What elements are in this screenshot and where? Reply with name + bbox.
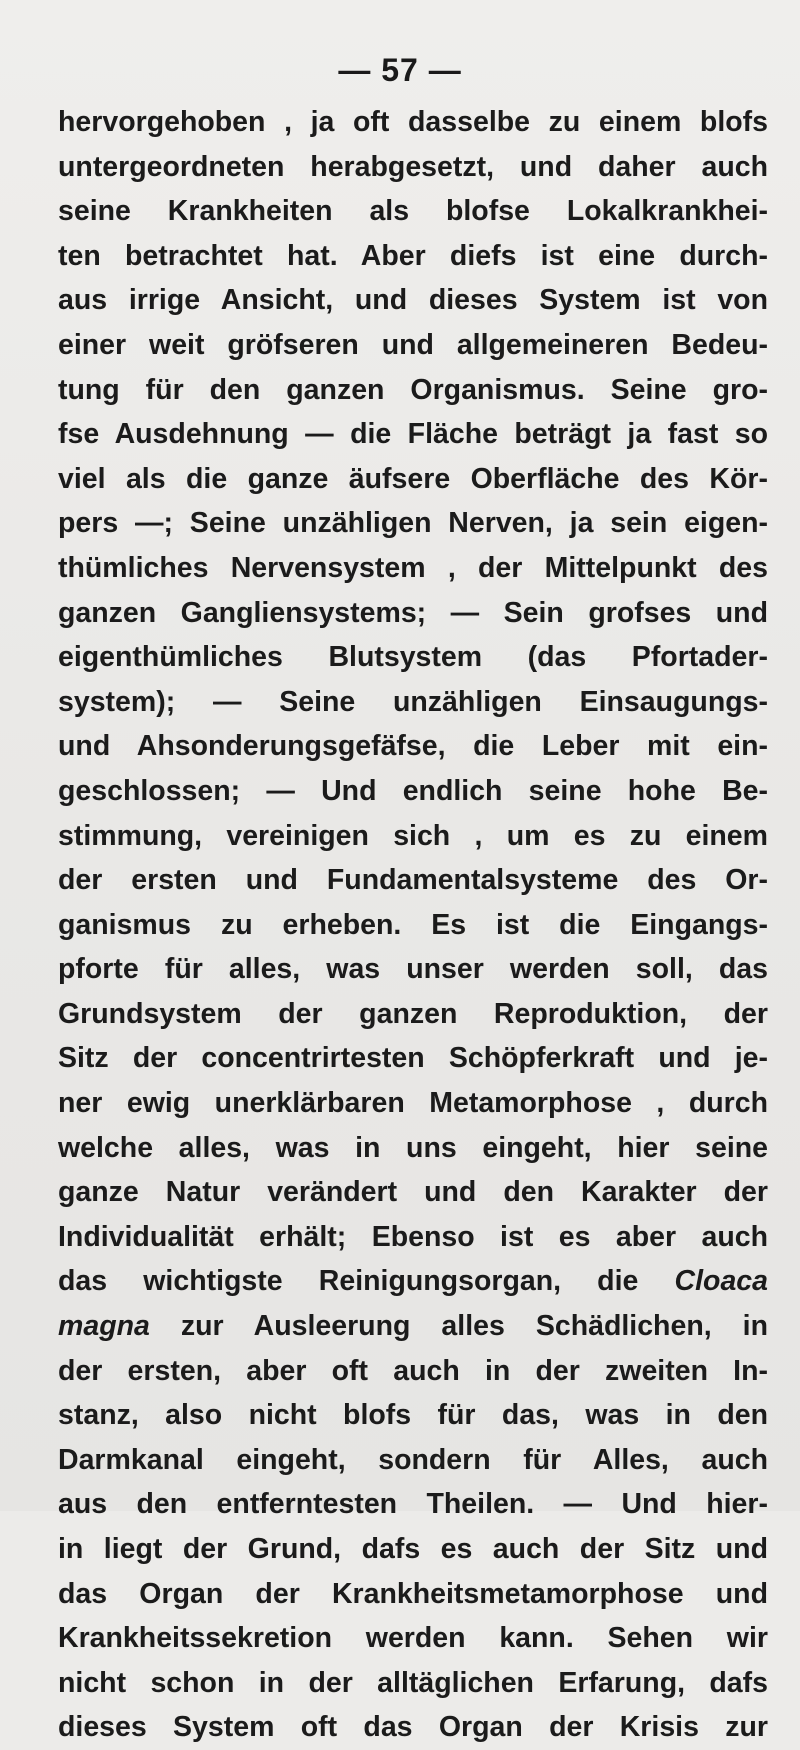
text-segment: stanz, also nicht blofs für das, was in den [58,1399,768,1432]
text-line [58,814,768,859]
text-segment: eigenthümliches Blutsystem (das Pfortader- [58,641,768,674]
text-line [58,546,768,591]
text-segment: Sitz der concentrirtesten Schöpferkraft und je- [58,1042,768,1075]
text-segment: hervorgehoben , ja oft dasselbe zu einem blofs [58,106,768,138]
text-segment: Grundsystem der ganzen Reproduktion, der [58,997,768,1030]
text-line [58,1349,768,1394]
text-line [58,501,768,546]
text-line [58,903,768,948]
text-segment: geschlossen; — Und endlich seine hohe Be- [58,774,768,807]
text-line [58,769,768,814]
text-segment: system); — Seine unzähligen Einsaugungs- [58,685,768,718]
text-segment: tung für den ganzen Organismus. Seine gro- [58,373,768,406]
text-segment: pforte für alles, was unser werden soll, das [58,953,768,986]
text-segment: und Ahsonderungsgefäfse, die Leber mit ein- [58,730,768,763]
text-segment: ganze Natur verändert und den Karakter der [58,1176,768,1209]
text-segment: Individualität erhält; Ebenso ist es aber auch [58,1220,768,1253]
text-line [58,412,768,457]
text-segment: Darmkanal eingeht, sondern für Alles, auch [58,1443,768,1476]
text-segment: ner ewig unerklärbaren Metamorphose , durch [58,1087,768,1120]
text-segment: dieses System oft das Organ der Krisis zur [58,1711,768,1744]
text-segment: zur Ausleerung alles Schädlichen, in [149,1310,768,1343]
text-line [58,1215,768,1260]
text-line [58,1126,768,1171]
text-line [58,1438,768,1483]
text-line [58,234,768,279]
text-line [58,1393,768,1438]
text-segment: einer weit gröfseren und allgemeineren Bedeu- [58,328,768,361]
text-line [58,1081,768,1126]
text-line [58,1661,768,1706]
text-line [58,1705,768,1750]
text-segment: ganismus zu erheben. Es ist die Eingangs- [58,908,768,941]
body-text [58,100,768,1750]
text-line [58,1170,768,1215]
text-line [58,1259,768,1304]
text-line [58,1036,768,1081]
text-line [58,724,768,769]
text-segment: seine Krankheiten als blofse Lokalkrankhei- [58,195,768,228]
text-segment: in liegt der Grund, dafs es auch der Sitz und [58,1533,768,1565]
text-segment: ten betrachtet hat. Aber diefs ist eine durch- [58,239,768,272]
text-line [58,1304,768,1349]
text-line [58,368,768,413]
text-line [58,145,768,190]
text-segment: ganzen Gangliensystems; — Sein grofses und [58,596,768,629]
text-line [58,1616,768,1661]
text-segment: das wichtigste Reinigungsorgan, die [58,1265,675,1298]
text-segment: das Organ der Krankheitsmetamorphose und [58,1577,768,1610]
page-number: — 57 — [338,52,462,88]
text-segment: fse Ausdehnung — die Fläche beträgt ja fast so [58,418,768,451]
text-segment: Krankheitssekretion werden kann. Sehen wir [58,1622,768,1655]
italic-term: magna [58,1310,150,1343]
text-segment: der ersten und Fundamentalsysteme des Or- [58,864,768,897]
text-line [58,858,768,903]
text-line [58,591,768,636]
text-line [58,189,768,234]
text-line [58,635,768,680]
text-line [58,1572,768,1617]
text-line [58,1482,768,1527]
text-segment: aus irrige Ansicht, und dieses System ist von [58,284,768,317]
text-line [58,992,768,1037]
text-line [58,278,768,323]
text-segment: thümliches Nervensystem , der Mittelpunkt des [58,551,768,584]
text-line [58,323,768,368]
text-segment: pers —; Seine unzähligen Nerven, ja sein eigen- [58,507,768,540]
text-segment: welche alles, was in uns eingeht, hier seine [58,1131,768,1164]
text-segment: aus den entferntesten Theilen. — Und hier- [58,1488,768,1521]
text-line [58,457,768,502]
text-segment: stimmung, vereinigen sich , um es zu einem [58,819,768,852]
text-line [58,1527,768,1572]
text-segment: viel als die ganze äufsere Oberfläche des Kör- [58,462,768,495]
text-line [58,100,768,145]
text-line [58,680,768,725]
text-line [58,947,768,992]
text-segment: untergeordneten herabgesetzt, und daher auch [58,150,768,183]
text-segment: nicht schon in der alltäglichen Erfarung, dafs [58,1666,768,1699]
text-segment: der ersten, aber oft auch in der zweiten In- [58,1354,768,1387]
italic-term: Cloaca [674,1265,768,1298]
